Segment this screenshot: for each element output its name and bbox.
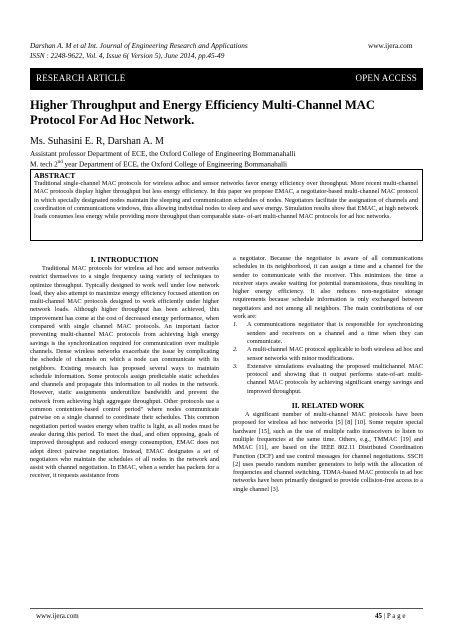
- introduction-heading: I. INTRODUCTION: [90, 255, 159, 264]
- paper-title: Higher Throughput and Energy Efficiency Multi-Channel MAC Protocol For Ad Hoc Network.: [30, 98, 375, 127]
- research-article-label: RESEARCH ARTICLE: [36, 73, 126, 83]
- abstract-box: [30, 169, 423, 241]
- intro-continued-text: a negotiator. Because the negotiator is aware of all communications schedules in its neighborhood, it can assign a time and a channel for the sender to communicate with the receiver. This minimizes the time a receiver stays awake waiting for potential transmissions, thus resulting in higher energy efficiency. It also reduces non-negotiator storage requirements because schedule information is only exchanged between negotiators and not among all neighbors. The main contributions of our work are:: [233, 255, 423, 321]
- page-number: 45 | P a g e: [375, 612, 406, 620]
- abstract-heading: ABSTRACT: [34, 171, 76, 180]
- list-item: 3. Extensive simulations evaluating the proposed multichannel MAC protocol and showing that it output performs state-of-art multi-channel MAC protocols by achieving significant energy savings and improved throughput.: [233, 362, 423, 395]
- footer-url[interactable]: www.ijera.com: [36, 612, 79, 620]
- related-work-text: A significant number of multi-channel MAC protocols have been proposed for wireless ad hoc networks [5] [8] [10]. Some require special hardware [15], such as the use of multiple radio transceivers to listen to multiple frequencies at the same time. Others, e.g., TMMAC [19] and MMAC [11], are based on the IEEE 802.11 Distributed Coordination Function (DCF) and use control messages for channel negotiations. SSCH [2] uses pseudo random number generators to help with the allocation of frequencies and channel switching. TDMA-based MAC protocols in ad hoc networks have been primarily designed to provide collision-free access to a single channel [3].: [233, 411, 423, 493]
- right-column: [233, 255, 423, 494]
- open-access-label: OPEN ACCESS: [355, 73, 417, 83]
- list-item: 2. A multi-channel MAC protocol applicable to both wireless ad hoc and sensor networks with minor modifications.: [233, 346, 423, 362]
- affiliation-1: Assistant professor Department of ECE, the Oxford College of Engineering Bommanahalli: [30, 149, 296, 158]
- related-work-heading: II. RELATED WORK: [291, 401, 365, 411]
- journal-citation: Darshan A. M et al Int. Journal of Engineering Research and Applications: [30, 41, 248, 50]
- affiliation-2: M. tech 2nd year Department of ECE, the Oxford College of Engineering Bommanahalli: [30, 159, 288, 169]
- journal-url[interactable]: www.ijera.com: [368, 41, 413, 50]
- article-banner: [30, 68, 423, 90]
- paper-authors: Ms. Suhasini E. R, Darshan A. M: [30, 136, 164, 147]
- left-column: [30, 255, 219, 481]
- footer-divider: [30, 608, 423, 609]
- contributions-list: [233, 321, 423, 396]
- list-item: 1. A communications negotiator that is responsible for synchronizing senders and receivers on a channel and a time when they can communicate.: [233, 321, 423, 345]
- issn-line: ISSN : 2248-9622, Vol. 4, Issue 6( Version 5), June 2014, pp.45-49: [30, 51, 225, 60]
- introduction-text: Traditional MAC protocols for wireless ad hoc and sensor networks restrict themselves to a single frequency using variety of techniques to optimize throughput. Typically designed to work well under low network load, they also attempt to maximize energy efficiency focused attention on multi-channel MAC protocols designed to work efficiently under higher network loads. Although higher throughput has been achieved, this improvement has come at the cost of decreased energy performance, when compared with single channel MAC protocols. An important factor preventing multi-channel MAC protocols from achieving high energy savings is the synchronization required for communication over multiple channels. Dense wireless networks exacerbate the issue by complicating the schedule of channels on which a node can communicate with its neighbors. Existing research has proposed several ways to maintain schedule information. Some protocols assign predictable static schedules and channels and propagate this information to all nodes in the network. However, static assignments underutilize bandwidth and prevent the network from achieving high aggregate throughput. Other protocols use a common contention-based control period" where nodes communicate pairwise on a single channel to coordinate their schedules. This common negotiation period wastes energy when traffic is light, as all nodes must be awake during this period. To meet the dual, and often opposing, goals of improved throughput and reduced energy consumption, EMAC does not adopt direct pairwise negotiation. Instead, EMAC designates a set of negotiators who maintain the schedules of all nodes in the network and assist with channel negotiation. In EMAC, when a sender has packets for a receiver, it requests assistance from: [30, 265, 219, 480]
- abstract-text: Traditional single-channel MAC protocols for wireless adhoc and sensor networks favor energy efficiency over throughput. More recent multi-channel MAC protocols display higher throughput but less energy efficiency. In this paper we propose EMAC, a negotiator-based multi-channel MAC protocol in which specially designated nodes maintain the sleeping and communication schedules of nodes. Negotiators facilitate the assignation of channels and coordination of communications windows, thus allowing individual nodes to sleep and save energy. Simulation results show that EMAC, at high network loads consumes less energy while providing more throughput than comparable state- of-art multi-channel MAC protocols for ad hoc networks.: [34, 180, 418, 220]
